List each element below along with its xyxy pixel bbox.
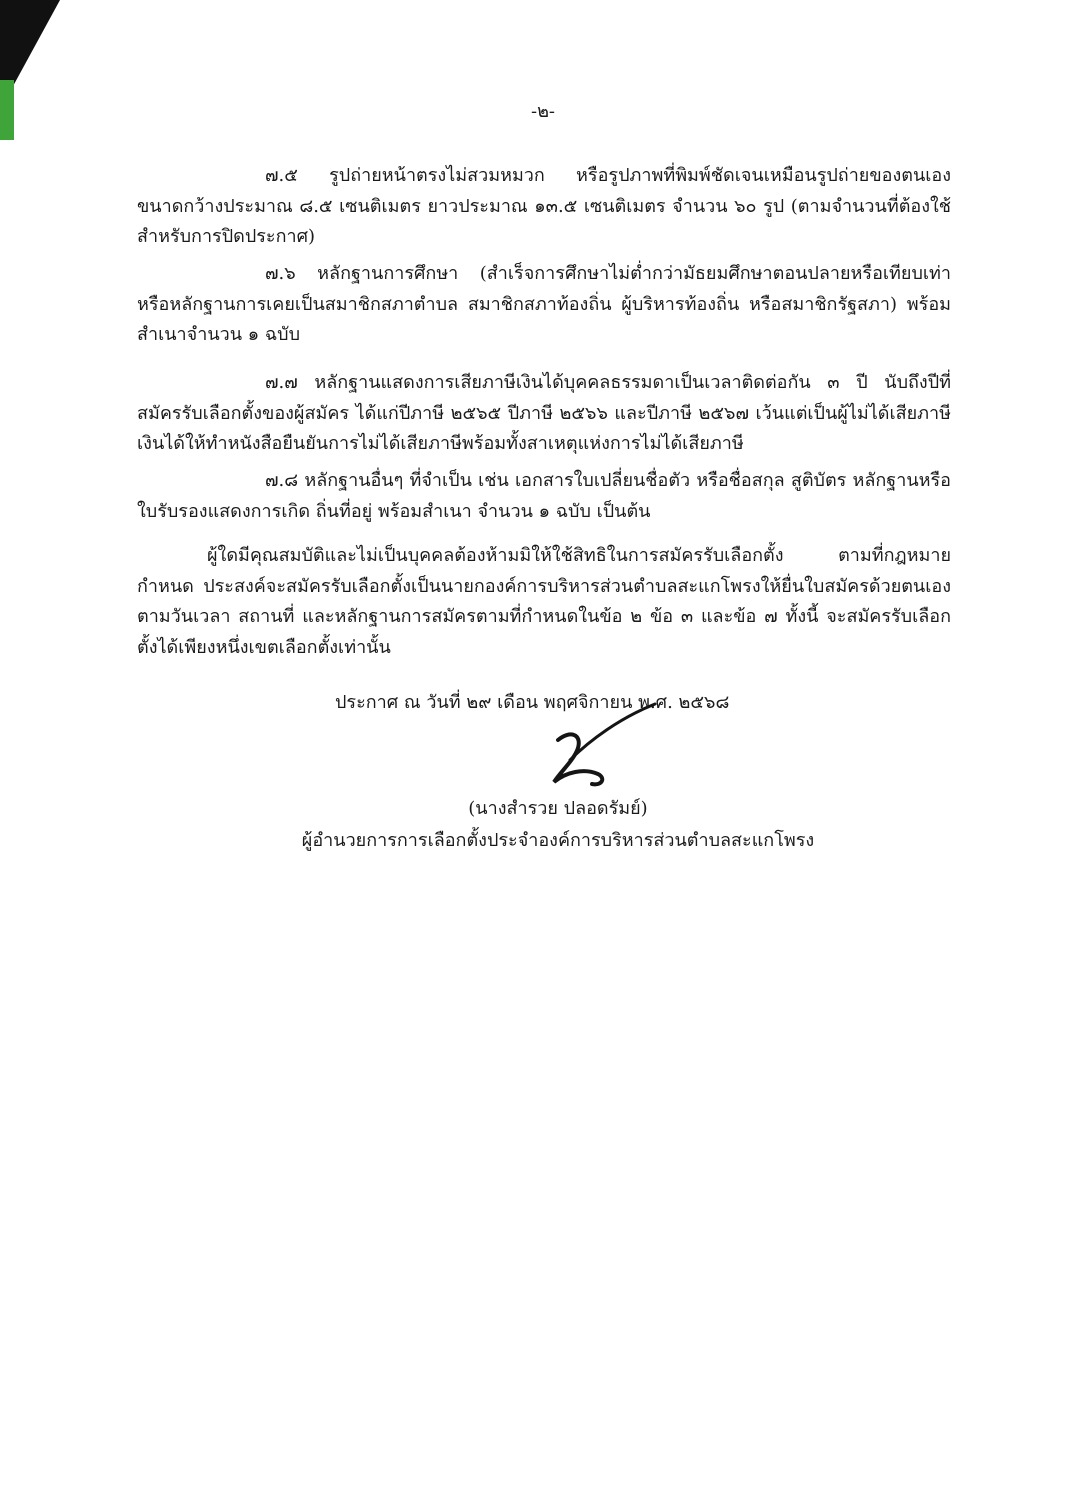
item-7-7-text: ๗.๗ หลักฐานแสดงการเสียภาษีเงินได้บุคคลธรรมดาเป็นเวลาติดต่อกัน ๓ ปี นับถึงปีที่สมัครรับเลือกตั้งของผู้สมัคร ได้แก่ปีภาษี ๒๕๖๕ ปีภาษี ๒๕๖๖ และปีภาษี ๒๕๖๗ เว้นแต่เป็นผู้ไม่ได้เสียภาษีเงินได้ให้ทำหนังสือยืนยันการไม่ได้เสียภาษีพร้อมทั้งสาเหตุแห่งการไม่ได้เสียภาษี [137,372,951,454]
signer-title: ผู้อำนวยการการเลือกตั้งประจำองค์การบริหารส่วนตำบลสะแกโพรง [301,830,815,851]
handwritten-signature [540,700,660,795]
announcement-date: ประกาศ ณ วันที่ ๒๙ เดือน พฤศจิกายน พ.ศ. ๒๕๖๘ [335,692,730,713]
item-7-8 [137,466,951,527]
item-7-6 [137,259,951,351]
main-paragraph-text: ผู้ใดมีคุณสมบัติและไม่เป็นบุคคลต้องห้ามมิให้ใช้สิทธิในการสมัครรับเลือกตั้ง ตามที่กฎหมายกำหนด ประสงค์จะสมัครรับเลือกตั้งเป็นนายกองค์การบริหารส่วนตำบลสะแกโพรงให้ยื่นใบสมัครด้วยตนเองตามวันเวลา สถานที่ และหลักฐานการสมัครตามที่กำหนดในข้อ ๒ ข้อ ๓ และข้อ ๗ ทั้งนี้ จะสมัครรับเลือกตั้งได้เพียงหนึ่งเขตเลือกตั้งเท่านั้น [137,545,951,658]
page-number: -๒- [530,101,556,122]
signer-name: (นางสำรวย ปลอดรัมย์) [468,798,648,819]
item-7-7 [137,368,951,460]
item-7-5-text: ๗.๕ รูปถ่ายหน้าตรงไม่สวมหมวก หรือรูปภาพที่พิมพ์ชัดเจนเหมือนรูปถ่ายของตนเอง ขนาดกว้างประมาณ ๘.๕ เซนติเมตร ยาวประมาณ ๑๓.๕ เซนติเมตร จำนวน ๖๐ รูป (ตามจำนวนที่ต้องใช้สำหรับการปิดประกาศ) [137,165,951,247]
item-7-6-text: ๗.๖ หลักฐานการศึกษา (สำเร็จการศึกษาไม่ต่ำกว่ามัธยมศึกษาตอนปลายหรือเทียบเท่า หรือหลักฐานการเคยเป็นสมาชิกสภาตำบล สมาชิกสภาท้องถิ่น ผู้บริหารท้องถิ่น หรือสมาชิกรัฐสภา) พร้อมสำเนาจำนวน ๑ ฉบับ [137,263,951,345]
main-paragraph [137,541,951,663]
item-7-5 [137,161,951,253]
item-7-8-text: ๗.๘ หลักฐานอื่นๆ ที่จำเป็น เช่น เอกสารใบเปลี่ยนชื่อตัว หรือชื่อสกุล สูติบัตร หลักฐานหรือใบรับรองแสดงการเกิด ถิ่นที่อยู่ พร้อมสำเนา จำนวน ๑ ฉบับ เป็นต้น [137,470,951,522]
